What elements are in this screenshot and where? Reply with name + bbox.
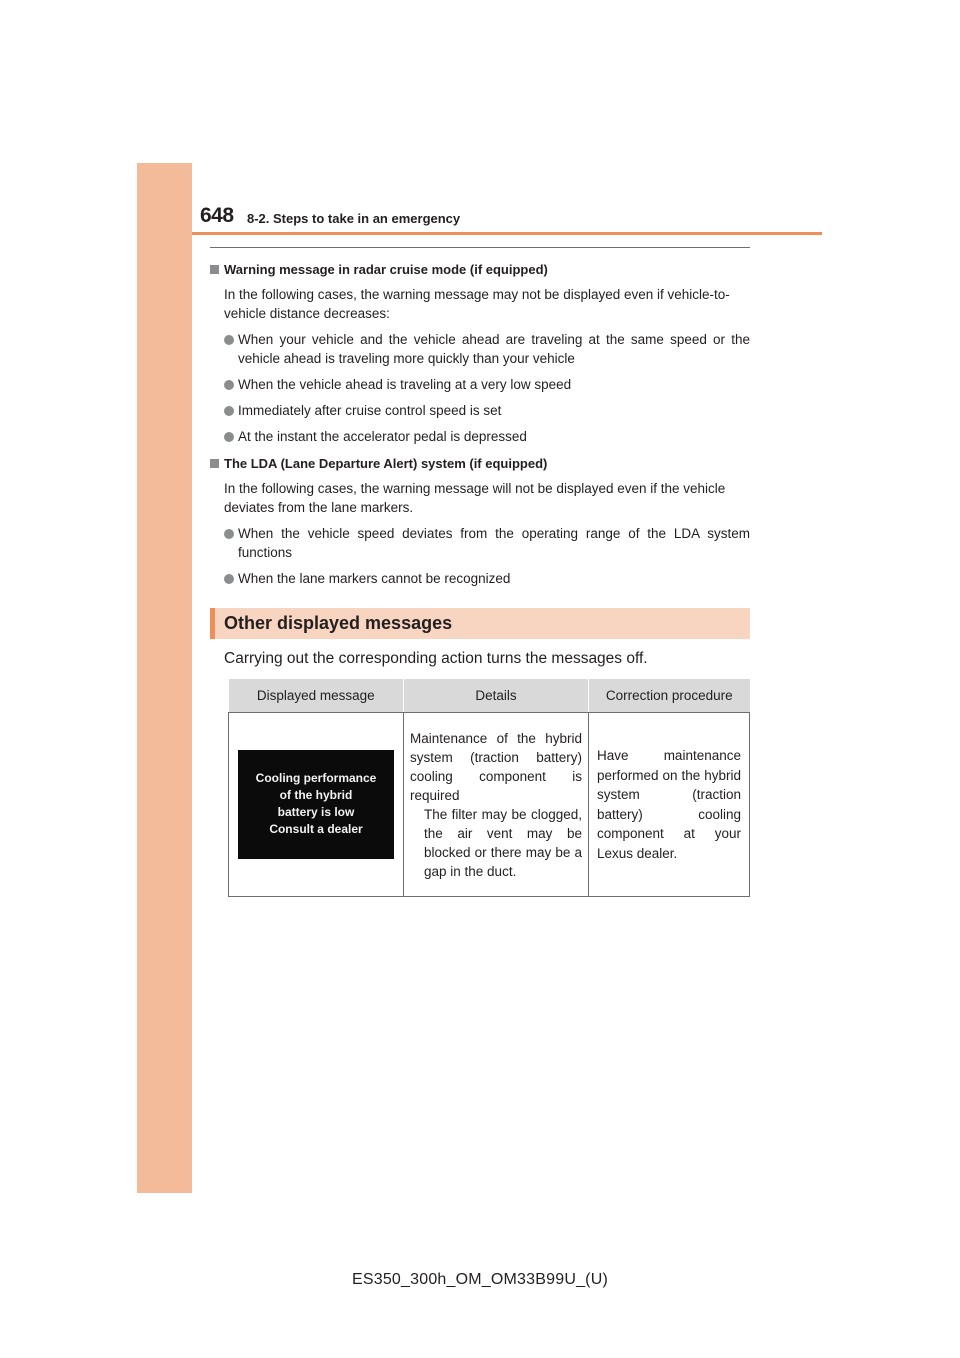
bullet-dot-icon — [224, 380, 234, 390]
bullet-dot-icon — [224, 529, 234, 539]
list-item: At the instant the accelerator pedal is depressed — [224, 427, 750, 446]
bullet-dot-icon — [224, 432, 234, 442]
section-intro-text: Carrying out the corresponding action turns the messages off. — [224, 650, 648, 667]
display-message-cell — [229, 713, 404, 897]
details-cell: Maintenance of the hybrid system (traction battery) cooling component is required The filter may be clogged, the air vent may be blocked or there may be a gap in the duct. — [404, 713, 589, 897]
section-intro: In the following cases, the warning message will not be displayed even if the vehicle deviates from the lane markers. — [224, 481, 726, 515]
list-item: When the lane markers cannot be recognized — [224, 569, 750, 588]
section-intro: In the following cases, the warning message may not be displayed even if vehicle-to-vehicle distance decreases: — [224, 287, 730, 321]
header-rule — [192, 232, 822, 235]
table-header-row — [229, 679, 750, 713]
bullet-dot-icon — [224, 335, 234, 345]
bullet-dot-icon — [224, 574, 234, 584]
table-row — [229, 713, 750, 897]
list-item: When your vehicle and the vehicle ahead are traveling at the same speed or the vehicle ahead is traveling more quickly than your vehicle — [224, 330, 750, 368]
main-content — [210, 260, 750, 588]
section-title-bar — [210, 608, 750, 639]
bullet-dot-icon — [224, 406, 234, 416]
column-header: Details — [404, 679, 589, 713]
square-bullet-icon — [210, 459, 219, 468]
display-screen: Cooling performance of the hybrid battery is low Consult a dealer — [238, 750, 394, 859]
square-bullet-icon — [210, 265, 219, 274]
section-heading-radar-cruise: Warning message in radar cruise mode (if equipped) — [210, 260, 750, 279]
footer-code: ES350_300h_OM_OM33B99U_(U) — [351, 1271, 608, 1288]
section-heading-lda: The LDA (Lane Departure Alert) system (if equipped) — [210, 454, 750, 473]
page-number: 648 — [200, 204, 234, 227]
column-header: Correction procedure — [589, 679, 750, 713]
section-accent — [210, 608, 215, 639]
correction-cell: Have maintenance performed on the hybrid system (traction battery) cooling component at your Lexus dealer. — [589, 713, 750, 897]
divider — [210, 247, 750, 248]
side-tab-band — [137, 163, 192, 1193]
section-title: Other displayed messages — [224, 613, 453, 633]
messages-table — [228, 679, 750, 897]
chapter-title: 8-2. Steps to take in an emergency — [247, 211, 461, 226]
details-note: The filter may be clogged, the air vent may be blocked or there may be a gap in the duct. — [424, 806, 582, 879]
list-item: When the vehicle ahead is traveling at a very low speed — [224, 375, 750, 394]
list-item: When the vehicle speed deviates from the operating range of the LDA system functions — [224, 524, 750, 562]
column-header: Displayed message — [229, 679, 404, 713]
list-item: Immediately after cruise control speed is set — [224, 401, 750, 420]
